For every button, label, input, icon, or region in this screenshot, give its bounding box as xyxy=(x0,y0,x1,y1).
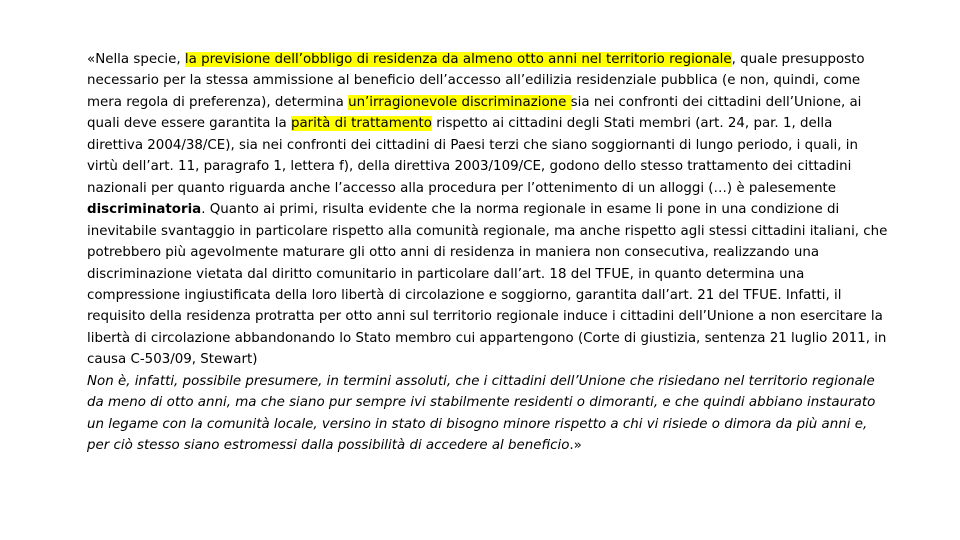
quote-text: , quale presupposto necessario per la stessa ammissione al beneficio dell’accesso all’edilizia residenziale pubblica (e non, quindi, come mera regola di preferenza), determina xyxy=(87,52,865,110)
quote-text: «Nella specie, xyxy=(87,52,185,67)
quote-text: rispetto ai cittadini degli Stati membri (art. 24, par. 1, della direttiva 2004/38/CE), sia nei confronti dei cittadini di Paesi terzi che siano soggiornanti di lungo periodo, i quali, in virtù dell’art. 11, paragrafo 1, lettera f), della direttiva 2003/109/CE, godono dello stesso trattamento dei cittadini nazionali per quanto riguarda anche l’accesso alla procedura per l’ottenimento di un alloggi (…) è palesemente xyxy=(87,116,858,196)
italic-quote-text: Non è, infatti, possibile presumere, in termini assoluti, che i cittadini dell’Unione che risiedano nel territorio regionale da meno di otto anni, ma che siano pur sempre ivi stabilmente residenti o dimoranti, e che quindi abbiano instaurato un legame con la comunità locale, versino in stato di bisogno minore rispetto a chi vi risiede o dimora da più anni e, per ciò stesso siano estromessi dalla possibilità di accedere al beneficio xyxy=(87,373,876,454)
bold-term-discriminatoria: discriminatoria xyxy=(87,202,202,218)
quote-paragraph-italic xyxy=(87,371,892,457)
quote-closing: .» xyxy=(569,438,582,454)
quote-paragraph-main xyxy=(87,49,892,371)
highlighted-phrase-residency-requirement: la previsione dell’obbligo di residenza da almeno otto anni nel territorio regionale xyxy=(184,52,732,67)
highlighted-phrase-discrimination: un’irragionevole discriminazione xyxy=(348,94,571,110)
highlighted-phrase-equal-treatment: parità di trattamento xyxy=(290,116,432,132)
quote-text: sia nei confronti dei cittadini dell’Unione, ai quali deve essere garantita la xyxy=(87,94,862,132)
quote-text: . Quanto ai primi, risulta evidente che la norma regionale in esame li pone in una condizione di inevitabile svantaggio in particolare rispetto alla comunità regionale, ma anche rispetto agli stessi cittadini italiani, che potrebbero più agevolmente maturare gli otto anni di residenza in maniera non consecutiva, realizzando una discriminazione vietata dal diritto comunitario in particolare dall’art. 18 del TFUE, in quanto determina una compressione ingiustificata della loro libertà di circolazione e soggiorno, garantita dall’art. 21 del TFUE. Infatti, il requisito della residenza protratta per otto anni sul territorio regionale induce i cittadini dell’Unione a non esercitare la libertà di circolazione abbandonando lo Stato membro cui appartengono (Corte di giustizia, sentenza 21 luglio 2011, in causa C-503/09, Stewart) xyxy=(87,202,888,368)
quote-block xyxy=(87,49,892,457)
